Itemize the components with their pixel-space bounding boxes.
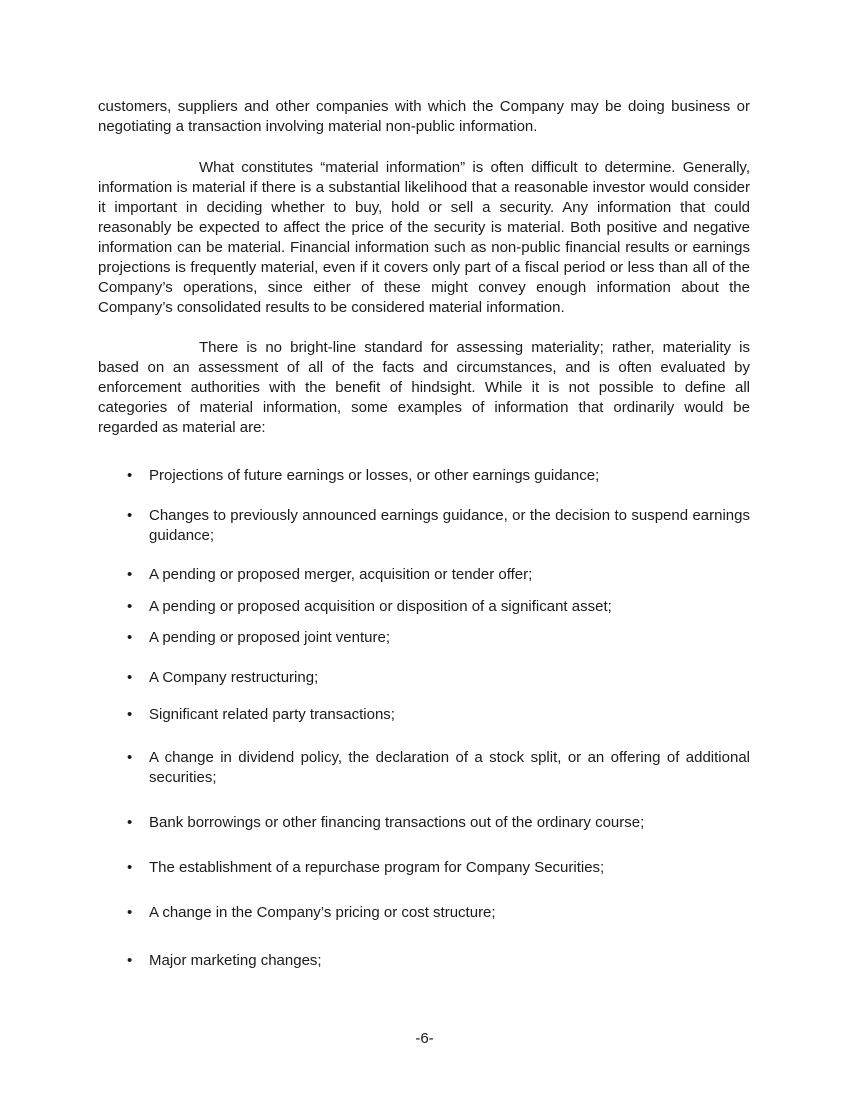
list-item bbox=[98, 813, 750, 833]
bullet-icon: • bbox=[127, 904, 133, 921]
bullet-icon: • bbox=[127, 467, 133, 484]
paragraph-materiality-standard: There is no bright-line standard for assessing materiality; rather, materiality is based on an assessment of all of the facts and circumstances, and is often evaluated by enforcement authorities with the benefit of hindsight. While it is not possible to define all categories of material information, some examples of information that ordinarily would be regarded as material are: bbox=[98, 339, 750, 436]
bullet-text: A pending or proposed joint venture; bbox=[149, 629, 391, 646]
list-item bbox=[98, 705, 750, 725]
bullet-text: A pending or proposed merger, acquisition or tender offer; bbox=[149, 566, 533, 583]
paragraph-material-information: What constitutes “material information” is often difficult to determine. Generally, information is material if there is a substantial likelihood that a reasonable investor would consider it important in deciding whether to buy, hold or sell a security. Any information that could reasonably be expected to affect the price of the security is material. Both positive and negative information can be material. Financial information such as non-public financial results or earnings projections is frequently material, even if it covers only part of a fiscal period or less than all of the Company’s operations, since either of these might convey enough information about the Company’s consolidated results to be considered material information. bbox=[98, 159, 750, 316]
bullet-text: A change in dividend policy, the declaration of a stock split, or an offering of additional securities; bbox=[149, 749, 750, 786]
bullet-text: Bank borrowings or other financing transactions out of the ordinary course; bbox=[149, 814, 645, 831]
bullet-icon: • bbox=[127, 749, 133, 766]
list-item bbox=[98, 748, 750, 788]
bullet-text: The establishment of a repurchase program for Company Securities; bbox=[149, 859, 605, 876]
list-item bbox=[98, 903, 750, 923]
list-item bbox=[98, 565, 750, 585]
paragraph-continuation: customers, suppliers and other companies with which the Company may be doing business or negotiating a transaction involving material non-public information. bbox=[98, 98, 750, 135]
bullet-icon: • bbox=[127, 814, 133, 831]
bullet-icon: • bbox=[127, 566, 133, 583]
bullet-icon: • bbox=[127, 859, 133, 876]
list-item bbox=[98, 668, 750, 688]
bullet-text: A pending or proposed acquisition or disposition of a significant asset; bbox=[149, 598, 612, 615]
bullet-text: Significant related party transactions; bbox=[149, 706, 395, 723]
list-item bbox=[98, 597, 750, 617]
list-item bbox=[98, 506, 750, 546]
bullet-icon: • bbox=[127, 507, 133, 524]
bullet-text: Major marketing changes; bbox=[149, 952, 322, 969]
list-item bbox=[98, 628, 750, 648]
bullet-icon: • bbox=[127, 598, 133, 615]
list-item bbox=[98, 466, 750, 486]
bullet-list bbox=[98, 466, 750, 971]
list-item bbox=[98, 951, 750, 971]
bullet-icon: • bbox=[127, 952, 133, 969]
bullet-text: A Company restructuring; bbox=[149, 669, 319, 686]
list-item bbox=[98, 858, 750, 878]
bullet-icon: • bbox=[127, 629, 133, 646]
bullet-text: Projections of future earnings or losses, or other earnings guidance; bbox=[149, 467, 600, 484]
bullet-text: A change in the Company’s pricing or cost structure; bbox=[149, 904, 496, 921]
bullet-icon: • bbox=[127, 669, 133, 686]
page-number: -6- bbox=[415, 1030, 434, 1047]
bullet-icon: • bbox=[127, 706, 133, 723]
bullet-text: Changes to previously announced earnings guidance, or the decision to suspend earnings guidance; bbox=[149, 507, 750, 544]
